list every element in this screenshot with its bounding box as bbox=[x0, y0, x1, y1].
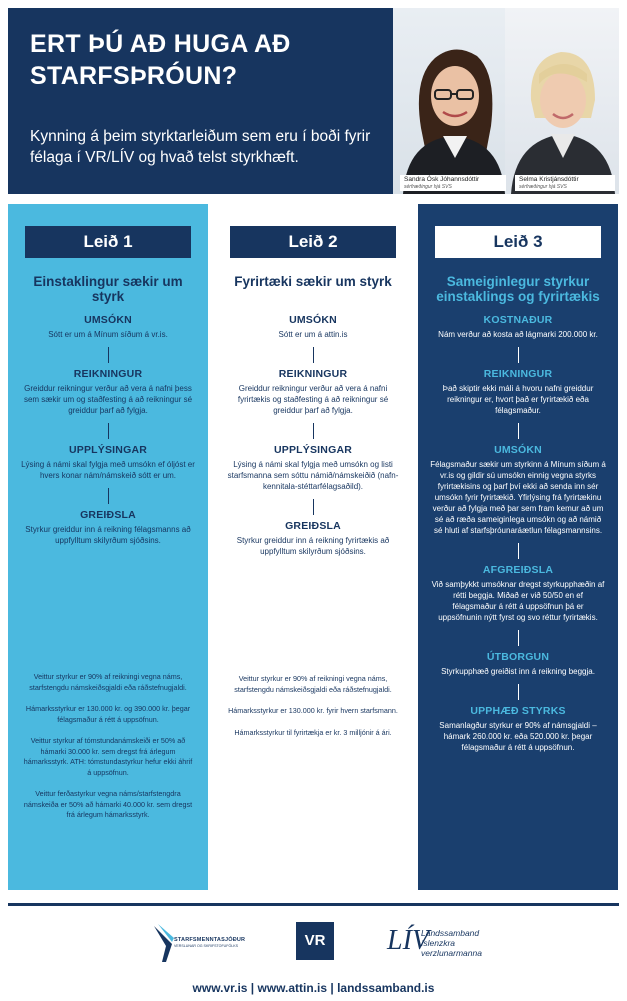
person-role: sérfræðingur hjá SVS bbox=[404, 184, 452, 190]
divider bbox=[108, 347, 109, 363]
liv-logo-mark: LÍV bbox=[387, 925, 429, 956]
info-block bbox=[430, 314, 606, 340]
logo-subtitle: VERSLUNAR OG SKRIFSTOFUFÓLKS bbox=[174, 944, 239, 948]
block-text: Það skiptir ekki máli á hvoru nafni greiddur reikningur er, hvort það er fyrirtækið eða félagsmaður. bbox=[442, 384, 594, 415]
block-text: Greiddur reikningur verður að vera á nafni þess sem sækir um og staðfesting á að reikningur sé greiddur þarf að fylgja. bbox=[23, 384, 193, 415]
block-text: Nám verður að kosta að lágmarki 200.000 kr. bbox=[438, 330, 598, 339]
divider bbox=[313, 499, 314, 515]
column-title: Sameiginlegur styrkur einstaklings og fyrirtækis bbox=[436, 274, 600, 304]
starfsmenntasjodur-logo-icon bbox=[152, 922, 176, 964]
info-block bbox=[430, 444, 606, 536]
block-text: Styrkupphæð greiðist inn á reikning beggja. bbox=[441, 667, 595, 676]
column-title: Fyrirtæki sækir um styrk bbox=[234, 274, 392, 289]
footer-urls: www.vr.is | www.attin.is | landssamband.is bbox=[192, 981, 435, 995]
info-block bbox=[225, 520, 401, 557]
block-heading: UPPLÝSINGAR bbox=[273, 444, 353, 456]
block-heading: GREIÐSLA bbox=[80, 509, 136, 521]
column-title: Einstaklingur sækir um styrk bbox=[33, 274, 183, 304]
route-label: Leið 1 bbox=[25, 226, 191, 258]
info-block bbox=[430, 705, 606, 753]
block-heading: GREIÐSLA bbox=[285, 520, 341, 532]
block-heading: REIKNINGUR bbox=[483, 368, 553, 380]
info-block bbox=[20, 509, 196, 546]
block-text: Við samþykkt umsóknar dregst styrkupphæðin af rétti beggja. Miðað er við 50/50 en ef félagsmaður á rétt á uppsöfnun þá er uppsöfnunin nýtt fyrst og svo réttur fyrirtækis. bbox=[431, 580, 605, 622]
block-text: Lýsing á námi skal fylgja með umsókn og listi starfsmanna sem sóttu námið/námskeiðið (nafn-kennitala-stéttarfélagsaðild). bbox=[227, 460, 399, 491]
block-heading: AFGREIÐSLA bbox=[482, 564, 554, 576]
divider bbox=[518, 630, 519, 646]
block-heading: ÚTBORGUN bbox=[486, 651, 550, 663]
block-heading: REIKNINGUR bbox=[278, 368, 348, 380]
info-block bbox=[225, 444, 401, 492]
starfsmenntasjodur-logo bbox=[152, 922, 282, 964]
info-blocks bbox=[430, 314, 606, 753]
divider bbox=[313, 423, 314, 439]
info-block bbox=[20, 444, 196, 481]
note: Hámarksstyrkur er 130.000 kr. fyrir hvern starfsmann. bbox=[228, 706, 398, 715]
block-text: Lýsing á námi skal fylgja með umsókn ef óljóst er hvers konar nám/námskeið sótt er um. bbox=[21, 460, 195, 480]
info-block bbox=[430, 651, 606, 677]
block-heading: UMSÓKN bbox=[494, 444, 542, 456]
info-block bbox=[225, 314, 401, 340]
divider bbox=[108, 423, 109, 439]
column-leid-1 bbox=[8, 204, 208, 890]
page-subtitle: Kynning á þeim styrktarleiðum sem eru í boði fyrir félaga í VR/LÍV og hvað telst styrkhæft. bbox=[30, 128, 371, 166]
info-block bbox=[430, 368, 606, 416]
fine-print bbox=[227, 674, 399, 749]
block-text: Sótt er um á attin.is bbox=[278, 330, 348, 339]
route-label: Leið 2 bbox=[230, 226, 396, 258]
page-title: ERT ÞÚ AÐ HUGA AÐ STARFSÞRÓUN? bbox=[30, 30, 291, 90]
block-heading: KOSTNAÐUR bbox=[483, 314, 553, 326]
logo-name: STARFSMENNTASJÓÐUR bbox=[174, 937, 246, 943]
info-block bbox=[20, 368, 196, 416]
info-block bbox=[20, 314, 196, 340]
block-heading: REIKNINGUR bbox=[73, 368, 143, 380]
divider bbox=[518, 684, 519, 700]
person-role: sérfræðingur hjá SVS bbox=[519, 184, 567, 190]
note: Veittur styrkur er 90% af reikningi vegna náms, starfstengdu námskeiðsgjaldi eða ráðstefnugjaldi. bbox=[29, 672, 187, 692]
liv-line-2: íslenzkra bbox=[421, 938, 456, 948]
block-heading: UPPHÆÐ STYRKS bbox=[470, 705, 566, 717]
block-text: Greiddur reikningur verður að vera á nafni fyrirtækis og staðfesting á að reikningur sé greiddur þarf að fylgja. bbox=[237, 384, 389, 415]
divider bbox=[108, 488, 109, 504]
block-text: Styrkur greiddur inn á reikning fyrirtækis að uppfylltum skilyrðum sjóðsins. bbox=[236, 536, 390, 556]
fine-print bbox=[22, 672, 194, 832]
person-caption-1 bbox=[400, 175, 506, 191]
person-caption-2 bbox=[515, 175, 615, 191]
block-heading: UPPLÝSINGAR bbox=[68, 444, 148, 456]
divider bbox=[518, 423, 519, 439]
person-photo-2 bbox=[505, 8, 619, 194]
route-label: Leið 3 bbox=[435, 226, 601, 258]
liv-logo-text bbox=[421, 928, 482, 958]
liv-logo bbox=[387, 924, 497, 964]
person-2-illustration bbox=[505, 8, 619, 194]
person-name: Sandra Ósk Jóhannsdóttir bbox=[404, 176, 480, 183]
column-leid-2 bbox=[213, 204, 413, 890]
note: Hámarksstyrkur er 130.000 kr. og 390.000 kr. þegar félagsmaður á rétt á uppsöfnun. bbox=[25, 704, 191, 724]
divider bbox=[313, 347, 314, 363]
block-text: Sótt er um á Mínum síðum á vr.is. bbox=[48, 330, 168, 339]
block-heading: UMSÓKN bbox=[289, 314, 337, 326]
block-text: Samanlagður styrkur er 90% af námsgjaldi – hámark 260.000 kr. eða 520.000 kr. þegar félagsmaður á rétt á uppsöfnun. bbox=[439, 721, 597, 752]
info-blocks bbox=[225, 314, 401, 557]
note: Veittur styrkur er 90% af reikningi vegna náms, starfstengdu námskeiðsgjaldi eða ráðstefnugjaldi. bbox=[234, 674, 392, 694]
block-heading: UMSÓKN bbox=[84, 314, 132, 326]
info-block bbox=[430, 564, 606, 623]
column-leid-3 bbox=[418, 204, 618, 890]
divider bbox=[518, 347, 519, 363]
block-text: Styrkur greiddur inn á reikning félagsmanns að uppfylltum skilyrðum sjóðsins. bbox=[25, 525, 191, 545]
liv-line-1: Landssamband bbox=[421, 928, 480, 938]
footer-rule bbox=[8, 903, 619, 906]
header-banner bbox=[8, 8, 619, 194]
info-blocks bbox=[20, 314, 196, 546]
liv-line-3: verzlunarmanna bbox=[421, 948, 482, 958]
note: Veittur styrkur af tómstundanámskeiði er 50% að hámarki 30.000 kr. sem dregst frá árlegum hámarksstyrk. ATH: tómstundastyrkur hefur ekki áhrif á uppsöfnun. bbox=[23, 736, 193, 777]
vr-logo: VR bbox=[296, 922, 334, 960]
divider bbox=[518, 543, 519, 559]
person-name: Selma Kristjánsdóttir bbox=[519, 176, 579, 183]
block-text: Félagsmaður sækir um styrkinn á Mínum síðum á vr.is og gildir sú umsókn einnig vegna styrks fyrirtækisins og þarf því ekki að senda inn sér umsókn fyrir fyrirtækið. Yfirlýsing frá fyrirtækinu verður að fylgja með þar sem fram kemur að um sé að ræða sameiginlega umsókn og að námið sé hluti af starfsþróunaráætlun félagsmannsins. bbox=[430, 460, 606, 535]
person-1-illustration bbox=[393, 8, 513, 194]
person-photo-1 bbox=[393, 8, 513, 194]
note: Hámarksstyrkur til fyrirtækja er kr. 3 milljónir á ári. bbox=[234, 727, 392, 737]
note: Veittur ferðastyrkur vegna náms/starfstengdra námskeiða er 50% að hámarki 40.000 kr. sem dregst frá árlegum hámarksstyrk. bbox=[23, 789, 193, 819]
info-block bbox=[225, 368, 401, 416]
